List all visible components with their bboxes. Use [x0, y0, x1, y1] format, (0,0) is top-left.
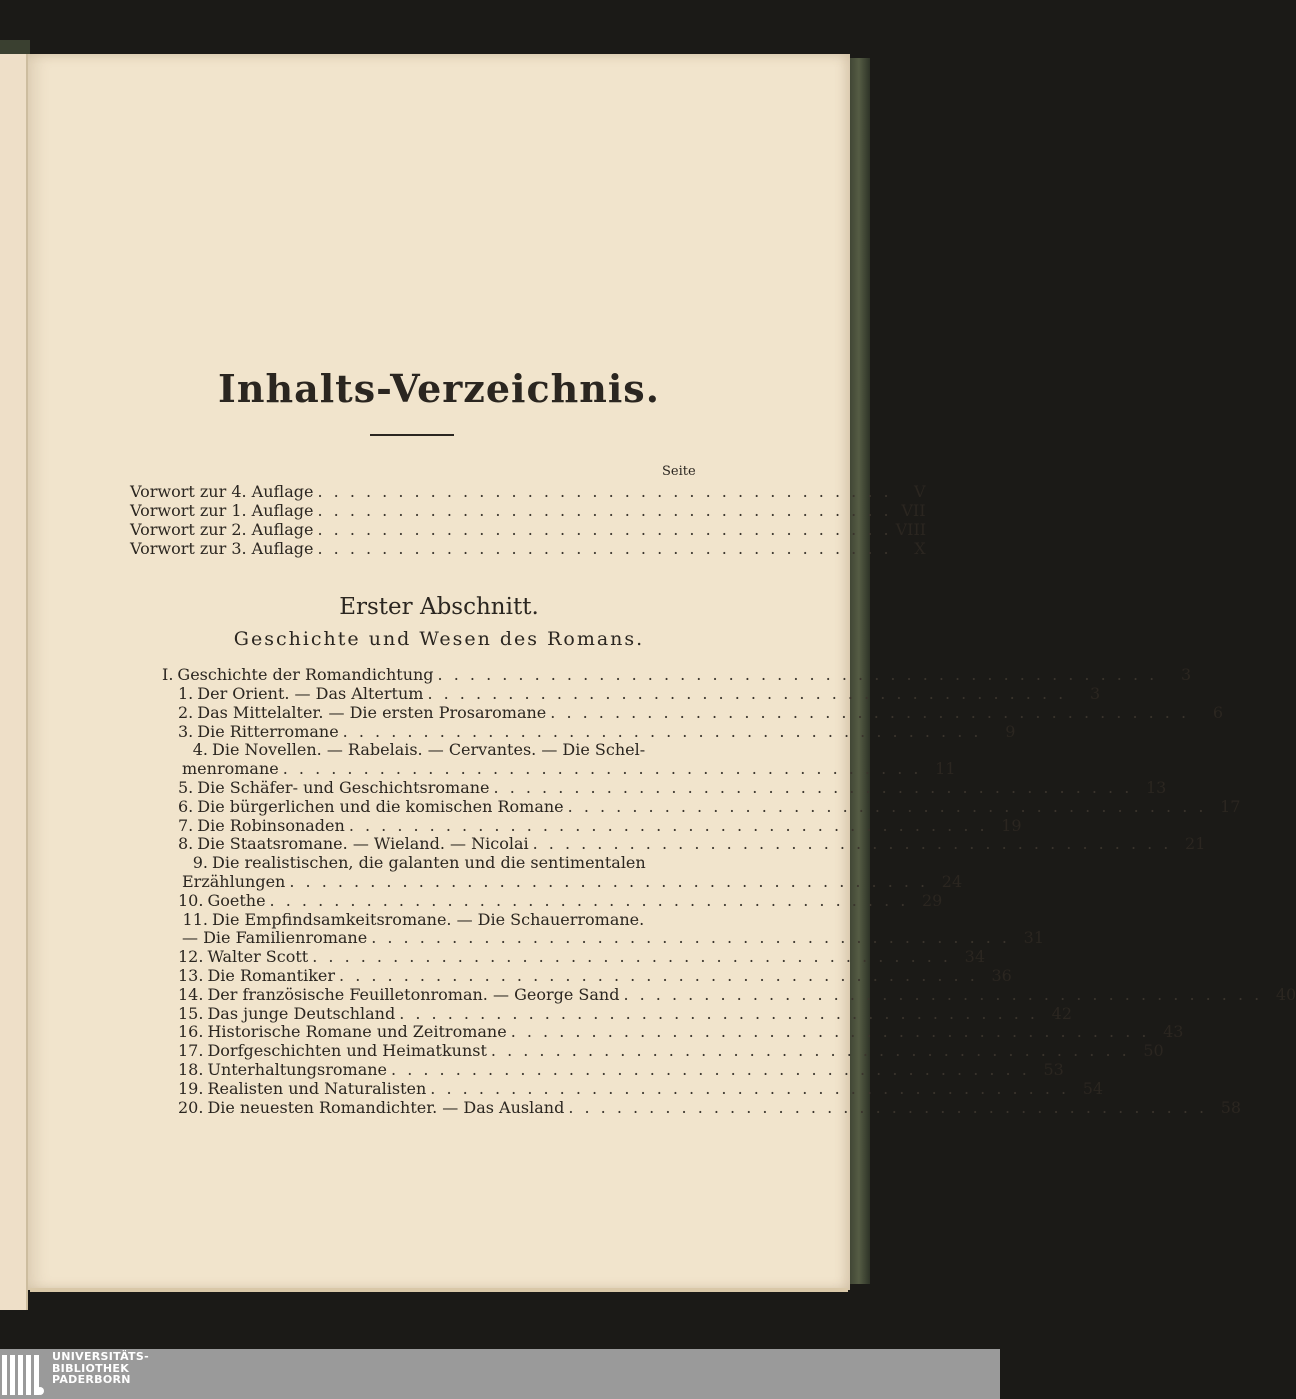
entry-number: 8. [178, 834, 194, 854]
toc-entry-row [178, 834, 1206, 854]
leader-dots: . . . . . . . . . . . . . . . . . . . . . . . . . . . . . . . . . . . . [317, 501, 892, 520]
leader-dots: . . . . . . . . . . . . . . . . . . . . . . . . . . . . . . . . . . . . [317, 539, 892, 558]
entry-number: 12. [178, 947, 204, 967]
part-number: I. [162, 665, 174, 684]
toc-entry-row [178, 721, 1016, 741]
title-rule [370, 434, 454, 436]
library-name-line: BIBLIOTHEK [52, 1361, 130, 1375]
toc-entry-row [178, 910, 700, 929]
leader-dots: . . . . . . . . . . . . . . . . . . . . . . . . . . . . . . . . . . . . . . . . [567, 796, 1207, 816]
preface-row [130, 501, 926, 520]
entry-page: 58 [1220, 1097, 1242, 1117]
leader-dots: . . . . . . . . . . . . . . . . . . . . . . . . . . . . . . . . . . . . . . . . [371, 928, 1010, 948]
preface-title: Vorwort zur 1. Auflage [130, 501, 314, 520]
preface-page: VIII [895, 520, 927, 539]
entry-number: 7. [178, 815, 194, 835]
entry-title: Historische Romane und Zeitromane [207, 1022, 507, 1042]
toc-entry-row [178, 1078, 1104, 1098]
entry-page: 3 [1090, 684, 1101, 703]
entry-page: 9 [1005, 721, 1016, 741]
leader-dots: . . . . . . . . . . . . . . . . . . . . . . . . . . . . . . . . . . . . . . . . [342, 721, 982, 741]
entry-number: 9. [192, 853, 208, 873]
toc-entry-row [178, 947, 986, 967]
toc-entry-row [178, 684, 1101, 703]
entry-page: 13 [1145, 778, 1167, 797]
entry-title: Unterhaltungsromane [207, 1060, 388, 1079]
entry-title: Die Robinsonaden [197, 815, 345, 835]
footer-bar [0, 1349, 1000, 1399]
toc-entry-row [178, 1097, 1242, 1117]
entry-title: Das Mittelalter. — Die ersten Prosaromane [197, 702, 547, 722]
toc-entry-row [178, 853, 700, 872]
entry-title: Die Novellen. — Rabelais. — Cervantes. — Die Schel- [212, 740, 646, 760]
leader-dots: . . . . . . . . . . . . . . . . . . . . . . . . . . . . . . . . . . . . . . . . [623, 984, 1263, 1004]
entry-page: 19 [1001, 815, 1022, 835]
entry-page: 53 [1043, 1060, 1064, 1079]
library-name-line: PADERBORN [52, 1373, 131, 1386]
leader-dots: . . . . . . . . . . . . . . . . . . . . . . . . . . . . . . . . . . . . . . . . [289, 872, 929, 891]
entry-title: Die Staatsromane. — Wieland. — Nicolai [197, 834, 529, 854]
preface-title: Vorwort zur 2. Auflage [130, 520, 314, 539]
library-name-line: UNIVERSITÄTS- [52, 1350, 149, 1363]
toc-entry-row [178, 778, 1167, 797]
entry-title: — Die Familienromane [182, 928, 368, 948]
entry-number: 10. [178, 890, 204, 910]
entry-page: 42 [1051, 1003, 1072, 1023]
toc-entry-row [178, 928, 1044, 948]
section-subheading: Geschichte und Wesen des Romans. [233, 628, 645, 650]
leader-dots: . . . . . . . . . . . . . . . . . . . . . . . . . . . . . . . . . . . . . . . . [427, 684, 1067, 703]
entry-page: 24 [941, 872, 963, 891]
entry-number: 16. [178, 1022, 204, 1042]
entry-number: 2. [178, 702, 194, 722]
preface-row [130, 482, 926, 501]
library-logo [0, 1353, 46, 1397]
entry-page: 31 [1023, 928, 1044, 948]
leader-dots: . . . . . . . . . . . . . . . . . . . . . . . . . . . . . . . . . . . . . . . . [532, 834, 1172, 854]
entry-number: 11. [182, 909, 208, 929]
entry-page: 34 [964, 947, 986, 967]
toc-entry-row [178, 872, 963, 891]
leader-dots: . . . . . . . . . . . . . . . . . . . . . . . . . . . . . . . . . . . . . . . . . . . . . [437, 665, 1158, 684]
entry-title: Der französische Feuilletonroman. — George Sand [207, 984, 620, 1004]
toc-entry-row [178, 984, 1296, 1004]
entry-number: 19. [178, 1078, 204, 1098]
entry-page: 43 [1163, 1022, 1184, 1042]
library-name [52, 1351, 149, 1386]
entry-number: 17. [178, 1041, 204, 1061]
page-title: Inhalts-Verzeichnis. [218, 366, 660, 411]
leader-dots: . . . . . . . . . . . . . . . . . . . . . . . . . . . . . . . . . . . . . . . . [550, 702, 1190, 722]
leader-dots: . . . . . . . . . . . . . . . . . . . . . . . . . . . . . . . . . . . . . . . . [399, 1003, 1038, 1023]
entry-page: 21 [1185, 834, 1206, 854]
entry-title: Dorfgeschichten und Heimatkunst [207, 1041, 487, 1061]
preface-row [130, 539, 926, 558]
preface-title: Vorwort zur 4. Auflage [130, 482, 314, 501]
entry-title: Die Romantiker [207, 966, 336, 985]
entry-number: 20. [178, 1097, 204, 1117]
entry-number: 6. [178, 796, 194, 816]
entry-title: Die realistischen, die galanten und die sentimentalen [212, 853, 646, 873]
entry-title: Die Schäfer- und Geschichtsromane [197, 778, 490, 797]
toc-entry-row [178, 796, 1241, 816]
entry-title: Die Ritterromane [197, 721, 339, 741]
leader-dots: . . . . . . . . . . . . . . . . . . . . . . . . . . . . . . . . . . . . . . . . [568, 1097, 1208, 1117]
section-heading: Erster Abschnitt. [339, 594, 539, 620]
preface-title: Vorwort zur 3. Auflage [130, 539, 314, 558]
toc-part-row [162, 665, 1192, 684]
entry-title: Goethe [207, 890, 266, 910]
entry-number: 5. [178, 778, 194, 797]
entry-page: 11 [935, 759, 956, 779]
leader-dots: . . . . . . . . . . . . . . . . . . . . . . . . . . . . . . . . . . . . . . . . [348, 815, 988, 835]
toc-entry-row [178, 759, 956, 779]
leader-dots: . . . . . . . . . . . . . . . . . . . . . . . . . . . . . . . . . . . . . . . . [339, 966, 978, 985]
entry-number: 18. [178, 1060, 204, 1079]
entry-page: 40 [1275, 984, 1296, 1004]
entry-number: 3. [178, 721, 194, 741]
entry-title: Erzählungen [182, 872, 286, 891]
preface-page: X [914, 539, 926, 558]
book-page [28, 54, 1296, 1290]
toc-entry-row [178, 815, 1022, 835]
toc-entry-row [178, 1022, 1184, 1042]
entry-number: 4. [192, 740, 208, 760]
part-title: Geschichte der Romandichtung [177, 665, 434, 684]
toc-entry-row [178, 1003, 1072, 1023]
toc-entry-row [178, 740, 700, 759]
entry-page: 29 [921, 890, 943, 910]
left-cover-corner [0, 40, 30, 54]
leader-dots: . . . . . . . . . . . . . . . . . . . . . . . . . . . . . . . . . . . . . . . . [312, 947, 952, 967]
entry-title: Die bürgerlichen und die komischen Romane [197, 796, 564, 816]
toc-entry-row [178, 966, 1012, 985]
page-bottom-edge [30, 1288, 848, 1292]
leader-dots: . . . . . . . . . . . . . . . . . . . . . . . . . . . . . . . . . . . . . . . . [430, 1078, 1070, 1098]
toc-entry-row [178, 1041, 1164, 1061]
seite-label: Seite [662, 464, 696, 479]
entry-number: 14. [178, 984, 204, 1004]
toc-entry-row [178, 1060, 1064, 1079]
leader-dots: . . . . . . . . . . . . . . . . . . . . . . . . . . . . . . . . . . . . [317, 520, 892, 539]
leader-dots: . . . . . . . . . . . . . . . . . . . . . . . . . . . . . . . . . . . . . . . . [490, 1041, 1130, 1061]
preface-page: V [914, 482, 926, 501]
entry-page: 50 [1143, 1041, 1164, 1061]
entry-title: Das junge Deutschland [207, 1003, 396, 1023]
entry-title: Realisten und Naturalisten [207, 1078, 427, 1098]
preface-row [130, 520, 927, 539]
leader-dots: . . . . . . . . . . . . . . . . . . . . . . . . . . . . . . . . . . . . [317, 482, 892, 501]
leader-dots: . . . . . . . . . . . . . . . . . . . . . . . . . . . . . . . . . . . . . . . . [493, 778, 1133, 797]
entry-number: 13. [178, 966, 204, 985]
leader-dots: . . . . . . . . . . . . . . . . . . . . . . . . . . . . . . . . . . . . . . . . [391, 1060, 1030, 1079]
entry-page: 54 [1082, 1078, 1104, 1098]
entry-number: 1. [178, 684, 194, 703]
entry-title: Der Orient. — Das Altertum [197, 684, 424, 703]
entry-title: Die Empfindsamkeitsromane. — Die Schauerromane. [212, 909, 645, 929]
preface-page: VII [901, 501, 926, 520]
left-page-edge [0, 40, 28, 1310]
entry-title: Die neuesten Romandichter. — Das Ausland [207, 1097, 565, 1117]
entry-title: menromane [182, 759, 279, 779]
entry-title: Walter Scott [207, 947, 309, 967]
part-page: 3 [1181, 665, 1192, 684]
toc-entry-row [178, 702, 1224, 722]
leader-dots: . . . . . . . . . . . . . . . . . . . . . . . . . . . . . . . . . . . . . . . . [269, 890, 909, 910]
entry-page: 36 [991, 966, 1012, 985]
entry-number: 15. [178, 1003, 204, 1023]
entry-page: 6 [1212, 702, 1224, 722]
leader-dots: . . . . . . . . . . . . . . . . . . . . . . . . . . . . . . . . . . . . . . . . [282, 759, 922, 779]
toc-entry-row [178, 890, 943, 910]
entry-page: 17 [1220, 796, 1241, 816]
leader-dots: . . . . . . . . . . . . . . . . . . . . . . . . . . . . . . . . . . . . . . . . [510, 1022, 1150, 1042]
